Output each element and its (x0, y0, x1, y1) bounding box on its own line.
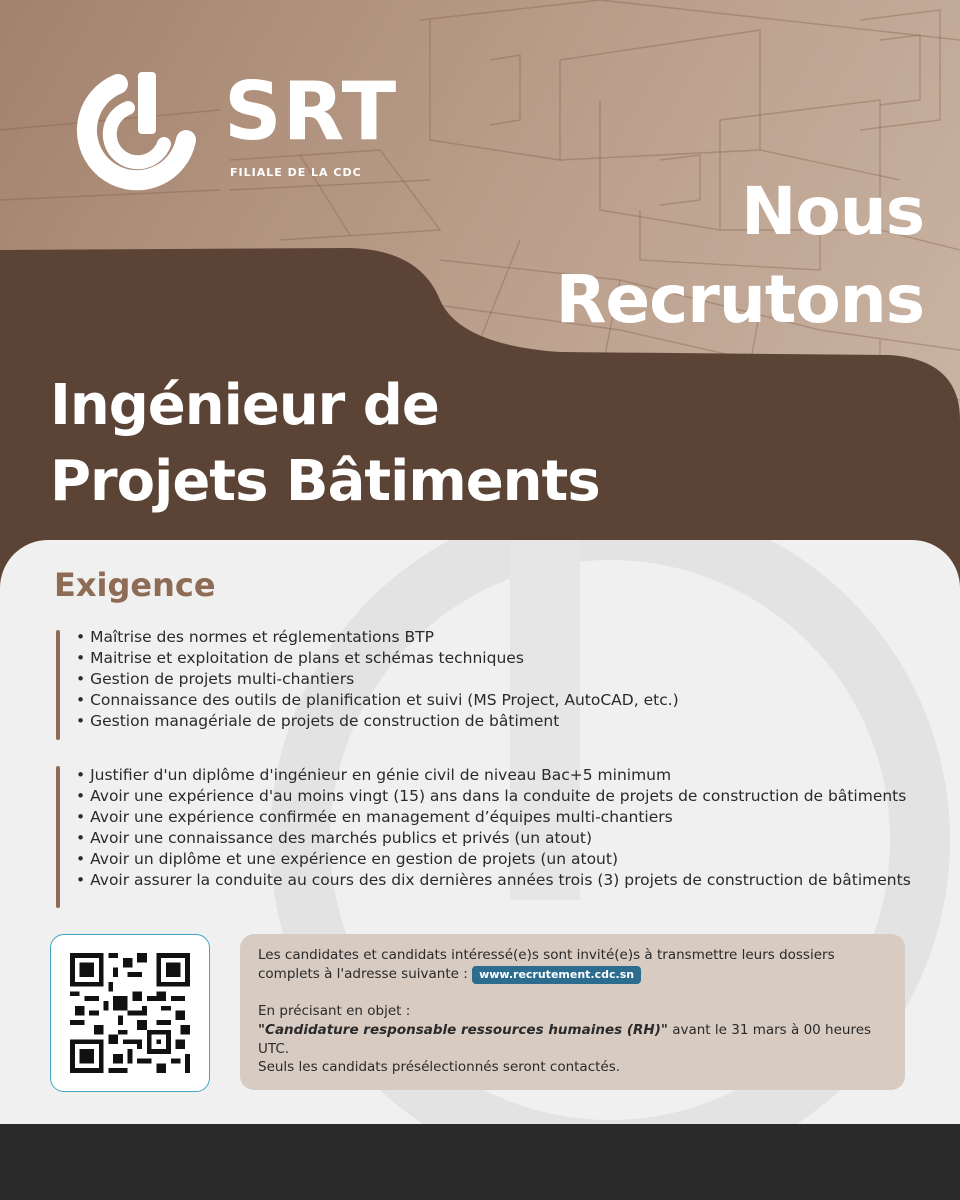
skills-list (76, 627, 679, 732)
headline-line1: Nous (741, 173, 924, 250)
section-title: Exigence (54, 566, 216, 604)
brand-subtitle: FILIALE DE LA CDC (230, 166, 362, 179)
requirements-card (0, 540, 960, 1124)
application-url-link[interactable]: www.recrutement.cdc.sn (472, 966, 641, 984)
list-item: • Avoir assurer la conduite au cours des dix dernières années trois (3) projets de construction de bâtiments (76, 870, 956, 891)
accent-bar (56, 766, 60, 908)
qualifications-list (76, 765, 956, 891)
headline (556, 168, 924, 344)
qr-code-box[interactable] (50, 934, 210, 1092)
application-intro-text: Les candidates et candidats intéressé(e)s sont invité(e)s à transmettre leurs dossiers complets à l'adresse suivante : (258, 947, 835, 982)
list-item: • Maîtrise des normes et réglementations BTP (76, 627, 679, 648)
list-item: • Justifier d'un diplôme d'ingénieur en génie civil de niveau Bac+5 minimum (76, 765, 956, 786)
application-intro (258, 946, 887, 984)
object-value: "Candidature responsable ressources humaines (RH)" (258, 1022, 668, 1038)
job-title-line2: Projets Bâtiments (50, 449, 600, 514)
list-item: • Avoir une expérience d'au moins vingt (15) ans dans la conduite de projets de construction de bâtiments (76, 786, 956, 807)
job-title-line1: Ingénieur de (50, 373, 439, 438)
accent-bar (56, 630, 60, 740)
object-label: En précisant en objet : (258, 1003, 411, 1019)
list-item: • Maitrise et exploitation de plans et schémas techniques (76, 648, 679, 669)
list-item: • Gestion managériale de projets de construction de bâtiment (76, 711, 679, 732)
srt-logo-icon (58, 62, 208, 202)
selection-note: Seuls les candidats présélectionnés seront contactés. (258, 1059, 621, 1075)
application-info (240, 934, 905, 1090)
headline-line2: Recrutons (555, 261, 924, 338)
list-item: • Connaissance des outils de planification et suivi (MS Project, AutoCAD, etc.) (76, 690, 679, 711)
job-title (50, 368, 600, 520)
list-item: • Gestion de projets multi-chantiers (76, 669, 679, 690)
brand-name: SRT (224, 65, 398, 158)
list-item: • Avoir une connaissance des marchés publics et privés (un atout) (76, 828, 956, 849)
list-item: • Avoir un diplôme et une expérience en gestion de projets (un atout) (76, 849, 956, 870)
deadline-text: avant le 31 mars à 00 heures UTC. (258, 1022, 872, 1057)
footer-bar (0, 1124, 960, 1200)
object-line (258, 1021, 887, 1059)
qr-code-icon[interactable] (70, 953, 190, 1073)
list-item: • Avoir une expérience confirmée en management d’équipes multi-chantiers (76, 807, 956, 828)
